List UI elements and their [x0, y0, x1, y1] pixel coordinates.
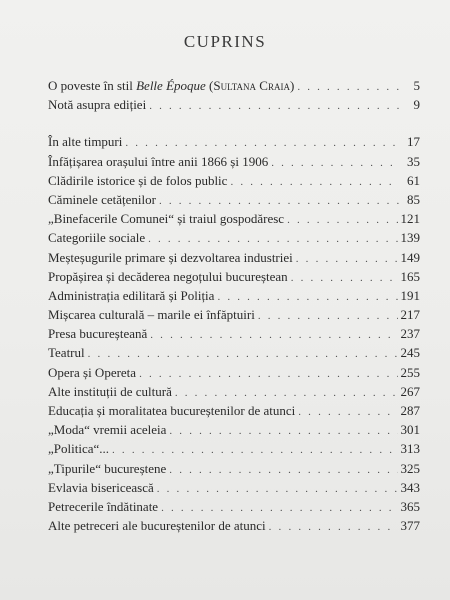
- dot-leader: [150, 326, 397, 345]
- dot-leader: [230, 173, 399, 192]
- toc-entry-label: Notă asupra ediției: [48, 97, 147, 113]
- dot-leader: [271, 154, 399, 173]
- toc-entry-author: Sultana Craia: [213, 78, 290, 93]
- toc-entry-label: Educația și moralitatea bucureștenilor de atunci: [48, 403, 296, 418]
- toc-entry-label: [48, 76, 297, 95]
- toc-entry: [48, 363, 420, 382]
- toc-entry-page: 217: [400, 307, 420, 323]
- toc-entry-page: 245: [400, 345, 420, 361]
- toc-entry-page: 313: [400, 441, 420, 457]
- toc-entry-label: „Binefacerile Comunei“ și traiul gospodăresc: [48, 211, 285, 227]
- toc-entry-page: 165: [400, 268, 420, 284]
- toc-entry-label: Categoriile sociale: [48, 230, 146, 246]
- toc-entry-label: Alte petreceri ale bucureștenilor de atunci: [48, 518, 266, 534]
- toc-entry: [48, 401, 420, 420]
- dot-leader: [296, 250, 398, 269]
- toc-entry: [48, 190, 420, 209]
- toc-entry: [48, 152, 420, 171]
- toc-entry-label-prefix: O poveste în stil: [48, 78, 137, 93]
- toc-entry: [48, 324, 420, 343]
- toc-entry-label: Clădirile istorice și de folos public: [48, 172, 228, 188]
- dot-leader: [258, 307, 398, 326]
- toc-entry: [48, 286, 420, 305]
- toc-entry: [48, 439, 420, 458]
- toc-chapters: [48, 132, 420, 535]
- dot-leader: [287, 211, 397, 230]
- toc-entry: [48, 248, 420, 267]
- toc-entry-label: „Moda“ vremii aceleia: [48, 422, 167, 438]
- toc-entry-label: „Tipurile“ bucureștene: [48, 460, 167, 476]
- toc-entry: [48, 516, 420, 535]
- toc-entry-label: Presa bucureșteană: [48, 326, 148, 342]
- toc-entry-page: 17: [407, 134, 420, 150]
- toc-entry-label: Opera și Opereta: [48, 364, 137, 380]
- toc-entry: [48, 95, 420, 114]
- dot-leader: [269, 518, 398, 537]
- toc-entry-page: 325: [400, 460, 420, 476]
- toc-entry-page: 61: [407, 172, 420, 188]
- toc-entry-label-open: (: [205, 78, 214, 93]
- dot-leader: [139, 365, 397, 384]
- dot-leader: [291, 269, 398, 288]
- toc-entry: [48, 209, 420, 228]
- toc-entry-label: Propășirea și decăderea negoțului bucureștean: [48, 268, 288, 284]
- toc-entry: [48, 76, 420, 95]
- toc-entry: [48, 478, 420, 497]
- toc-entry-page: 35: [407, 153, 420, 169]
- toc-front-matter: [48, 76, 420, 114]
- dot-leader: [149, 97, 399, 116]
- toc-entry-label: Mișcarea culturală – marile ei înfăptuiri: [48, 307, 255, 323]
- toc-entry-label: Petrecerile îndătinate: [48, 498, 159, 514]
- toc-entry: [48, 343, 420, 362]
- page-title: CUPRINS: [183, 32, 267, 51]
- toc-entry: [48, 497, 420, 516]
- toc-entry-page: 237: [400, 326, 420, 342]
- table-of-contents: [48, 76, 420, 535]
- dot-leader: [169, 422, 397, 441]
- toc-entry-page: 287: [400, 403, 420, 418]
- toc-entry-label: Meșteșugurile primare și dezvoltarea industriei: [48, 249, 293, 265]
- toc-entry: [48, 305, 420, 324]
- toc-entry-label: Administrația edilitară și Poliția: [48, 287, 215, 303]
- toc-entry-page: 149: [400, 249, 420, 265]
- toc-entry: [48, 382, 420, 401]
- toc-entry-label: Căminele cetățenilor: [48, 191, 156, 207]
- toc-entry-page: 139: [400, 230, 420, 246]
- toc-entry-label: Evlavia bisericească: [48, 479, 154, 495]
- dot-leader: [298, 403, 397, 422]
- dot-leader: [157, 480, 398, 499]
- toc-entry-page: 121: [400, 211, 420, 227]
- toc-entry: [48, 171, 420, 190]
- toc-entry-page: 267: [400, 383, 420, 399]
- toc-entry: [48, 420, 420, 439]
- toc-entry-label: Teatrul: [48, 345, 85, 361]
- dot-leader: [169, 461, 397, 480]
- toc-entry-page: 255: [400, 364, 420, 380]
- toc-entry-label-close: ): [289, 78, 295, 93]
- toc-entry-label: Înfățișarea orașului între anii 1866 și 1906: [48, 153, 269, 169]
- toc-entry: [48, 132, 420, 151]
- toc-entry-page: 191: [400, 287, 420, 303]
- dot-leader: [297, 78, 399, 97]
- toc-entry-page: 343: [400, 479, 420, 495]
- toc-entry-label-italic: Belle Époque: [136, 78, 206, 93]
- toc-entry: [48, 228, 420, 247]
- toc-entry-label: Alte instituții de cultură: [48, 383, 172, 399]
- toc-entry-page: 365: [400, 498, 420, 514]
- toc-entry-page: 5: [413, 78, 420, 93]
- toc-entry-page: 85: [407, 191, 420, 207]
- toc-entry-page: 301: [400, 422, 420, 438]
- toc-entry: [48, 459, 420, 478]
- toc-entry-page: 9: [413, 97, 420, 113]
- toc-entry-page: 377: [400, 518, 420, 534]
- toc-entry-label: „Politica“...: [48, 441, 110, 457]
- toc-entry: [48, 267, 420, 286]
- toc-entry-label: În alte timpuri: [48, 134, 123, 150]
